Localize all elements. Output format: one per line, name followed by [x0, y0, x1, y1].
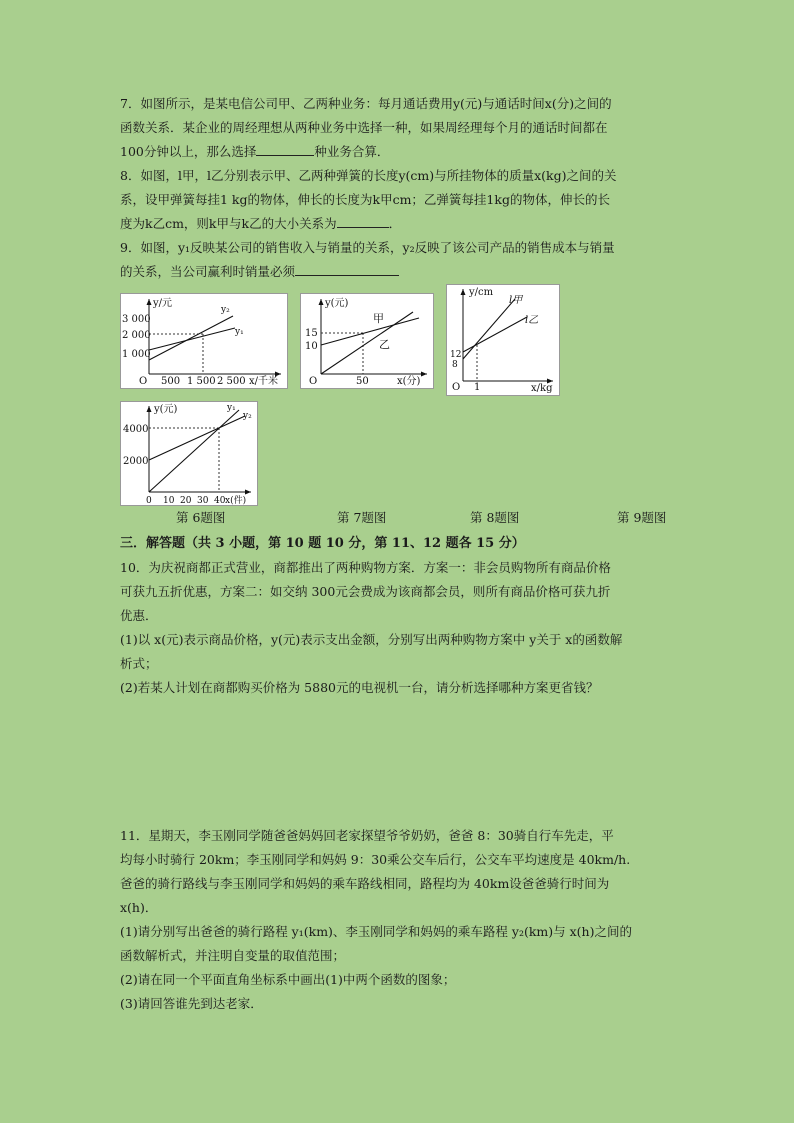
y-tick-label: 8	[452, 360, 458, 370]
series-y2-line	[149, 416, 245, 460]
x-tick-label: 40	[214, 496, 226, 505]
series-y1-line	[149, 410, 239, 492]
y-tick-label: 15	[305, 328, 318, 339]
y-tick-label: 2000	[123, 456, 149, 467]
q9-line-2	[120, 260, 680, 284]
series-y2-label: y₂	[243, 411, 252, 421]
y-axis-label: y(元)	[325, 298, 349, 309]
y-axis-label: y/cm	[469, 287, 494, 298]
y-tick-label: 4000	[123, 424, 149, 435]
q7-line-3b: 种业务合算．	[314, 144, 390, 159]
series-l-yi-label: l乙	[525, 315, 539, 326]
figure-6	[120, 293, 288, 389]
y-tick-label: 3 000	[122, 314, 151, 325]
series-jia-label: 甲	[373, 312, 384, 325]
q11-line-1: 11．星期天，李玉刚同学随爸爸妈妈回老家探望爷爷奶奶，爸爸 8：30骑自行车先走，平	[120, 828, 614, 843]
q8-line-3a: 度为k乙cm，则k甲与k乙的大小关系为	[120, 216, 337, 231]
q9-answer-blank[interactable]	[295, 261, 399, 276]
y-tick-label: 10	[305, 341, 318, 352]
q11-line-6: 函数解析式，并注明自变量的取值范围；	[120, 948, 346, 963]
x-tick-label: 500	[161, 376, 181, 387]
series-yi-label: 乙	[379, 338, 390, 351]
series-y1-line	[149, 328, 235, 350]
y-tick-label: 2 000	[122, 330, 151, 341]
q11-line-7: (2)请在同一个平面直角坐标系中画出(1)中两个函数的图象；	[120, 972, 456, 987]
y-axis-label: y(元)	[154, 404, 178, 415]
x-axis-label: x(分)	[397, 376, 421, 387]
caption-fig9: 第 9题图	[617, 510, 667, 525]
q11-line-4: x(h)．	[120, 900, 158, 915]
q10-line-5: 析式；	[120, 656, 158, 671]
question-9	[120, 236, 680, 284]
figure-9	[120, 401, 258, 506]
y-tick-label: 12	[450, 350, 462, 360]
q10-line-1: 10．为庆祝商都正式营业，商都推出了两种购物方案．方案一：非会员购物所有商品价格	[120, 560, 611, 575]
q10-line-4: (1)以 x(元)表示商品价格，y(元)表示支出金额，分别写出两种购物方案中 y关于 x的函数解	[120, 632, 623, 647]
q10-line-6: (2)若某人计划在商都购买价格为 5880元的电视机一台，请分析选择哪种方案更省钱？	[120, 680, 599, 695]
q7-line-2: 函数关系．某企业的周经理想从两种业务中选择一种，如果周经理每个月的通话时间都在	[120, 120, 608, 135]
x-axis-label: x(件)	[225, 496, 247, 505]
series-y1-label: y₁	[235, 327, 244, 337]
origin-label: O	[309, 376, 318, 387]
question-7	[120, 92, 680, 164]
x-tick-label: 30	[197, 496, 209, 505]
x-tick-label: 0	[146, 496, 152, 505]
q9-line-1: 9．如图，y₁反映某公司的销售收入与销量的关系，y₂反映了该公司产品的销售成本与销量	[120, 240, 615, 255]
q8-line-3	[120, 212, 680, 236]
caption-fig7: 第 7题图	[337, 510, 387, 525]
q8-line-2: 系，设甲弹簧每挂1 kg的物体，伸长的长度为k甲cm；乙弹簧每挂1kg的物体，伸长的长	[120, 192, 610, 207]
x-axis-label: x/千米	[249, 376, 279, 387]
question-8	[120, 164, 680, 236]
q10-line-3: 优惠．	[120, 608, 158, 623]
q11-line-5: (1)请分别写出爸爸的骑行路程 y₁(km)、李玉刚同学和妈妈的乘车路程 y₂(km)与 x(h)之间的	[120, 924, 632, 939]
q8-line-3b: ．	[388, 216, 402, 231]
figure-7	[300, 293, 434, 389]
series-l-jia-line	[463, 299, 515, 359]
q8-line-1: 8．如图，l甲，l乙分别表示甲、乙两种弹簧的长度y(cm)与所挂物体的质量x(kg)之间的关	[120, 168, 617, 183]
q11-line-2: 均每小时骑行 20km；李玉刚同学和妈妈 9：30乘公交车后行，公交车平均速度是 40km/h.	[120, 852, 631, 867]
series-l-jia-label: l甲	[509, 295, 523, 306]
x-tick-label: 1	[474, 382, 481, 393]
q8-answer-blank[interactable]	[337, 213, 389, 228]
q11-line-8: (3)请回答谁先到达老家．	[120, 996, 263, 1011]
series-y2-line	[149, 316, 233, 360]
q7-answer-blank[interactable]	[256, 141, 314, 156]
x-tick-label: 1 500	[187, 376, 216, 387]
x-tick-label: 10	[163, 496, 175, 505]
figure-8	[446, 284, 560, 396]
q11-line-3: 爸爸的骑行路线与李玉刚同学和妈妈的乘车路线相同，路程均为 40km设爸爸骑行时间为	[120, 876, 610, 891]
series-y2-label: y₂	[221, 305, 230, 315]
series-yi-line	[321, 312, 413, 374]
x-tick-label: 2 500	[217, 376, 246, 387]
q7-line-1: 7．如图所示，是某电信公司甲、乙两种业务：每月通话费用y(元)与通话时间x(分)之间的	[120, 96, 612, 111]
origin-label: O	[452, 382, 461, 393]
series-y1-label: y₁	[227, 403, 236, 413]
section-3-heading: 三．解答题（共 3 小题，第 10 题 10 分，第 11、12 题各 15 分）	[120, 536, 525, 551]
question-10	[120, 556, 680, 700]
q7-line-3a: 100分钟以上，那么选择	[120, 144, 257, 159]
caption-fig8: 第 8题图	[470, 510, 520, 525]
x-tick-label: 20	[180, 496, 192, 505]
q9-line-2-text: 的关系，当公司赢利时销量必须	[120, 264, 296, 279]
x-axis-label: x/kg	[531, 383, 553, 394]
q7-line-3	[120, 140, 680, 164]
caption-fig6: 第 6题图	[176, 510, 226, 525]
y-tick-label: 1 000	[122, 349, 151, 360]
origin-label: O	[139, 376, 148, 387]
y-axis-label: y/元	[153, 298, 173, 309]
question-11	[120, 824, 680, 1016]
x-tick-label: 50	[356, 376, 369, 387]
q10-line-2: 可获九五折优惠，方案二：如交纳 300元会费成为该商都会员，则所有商品价格可获九折	[120, 584, 611, 599]
